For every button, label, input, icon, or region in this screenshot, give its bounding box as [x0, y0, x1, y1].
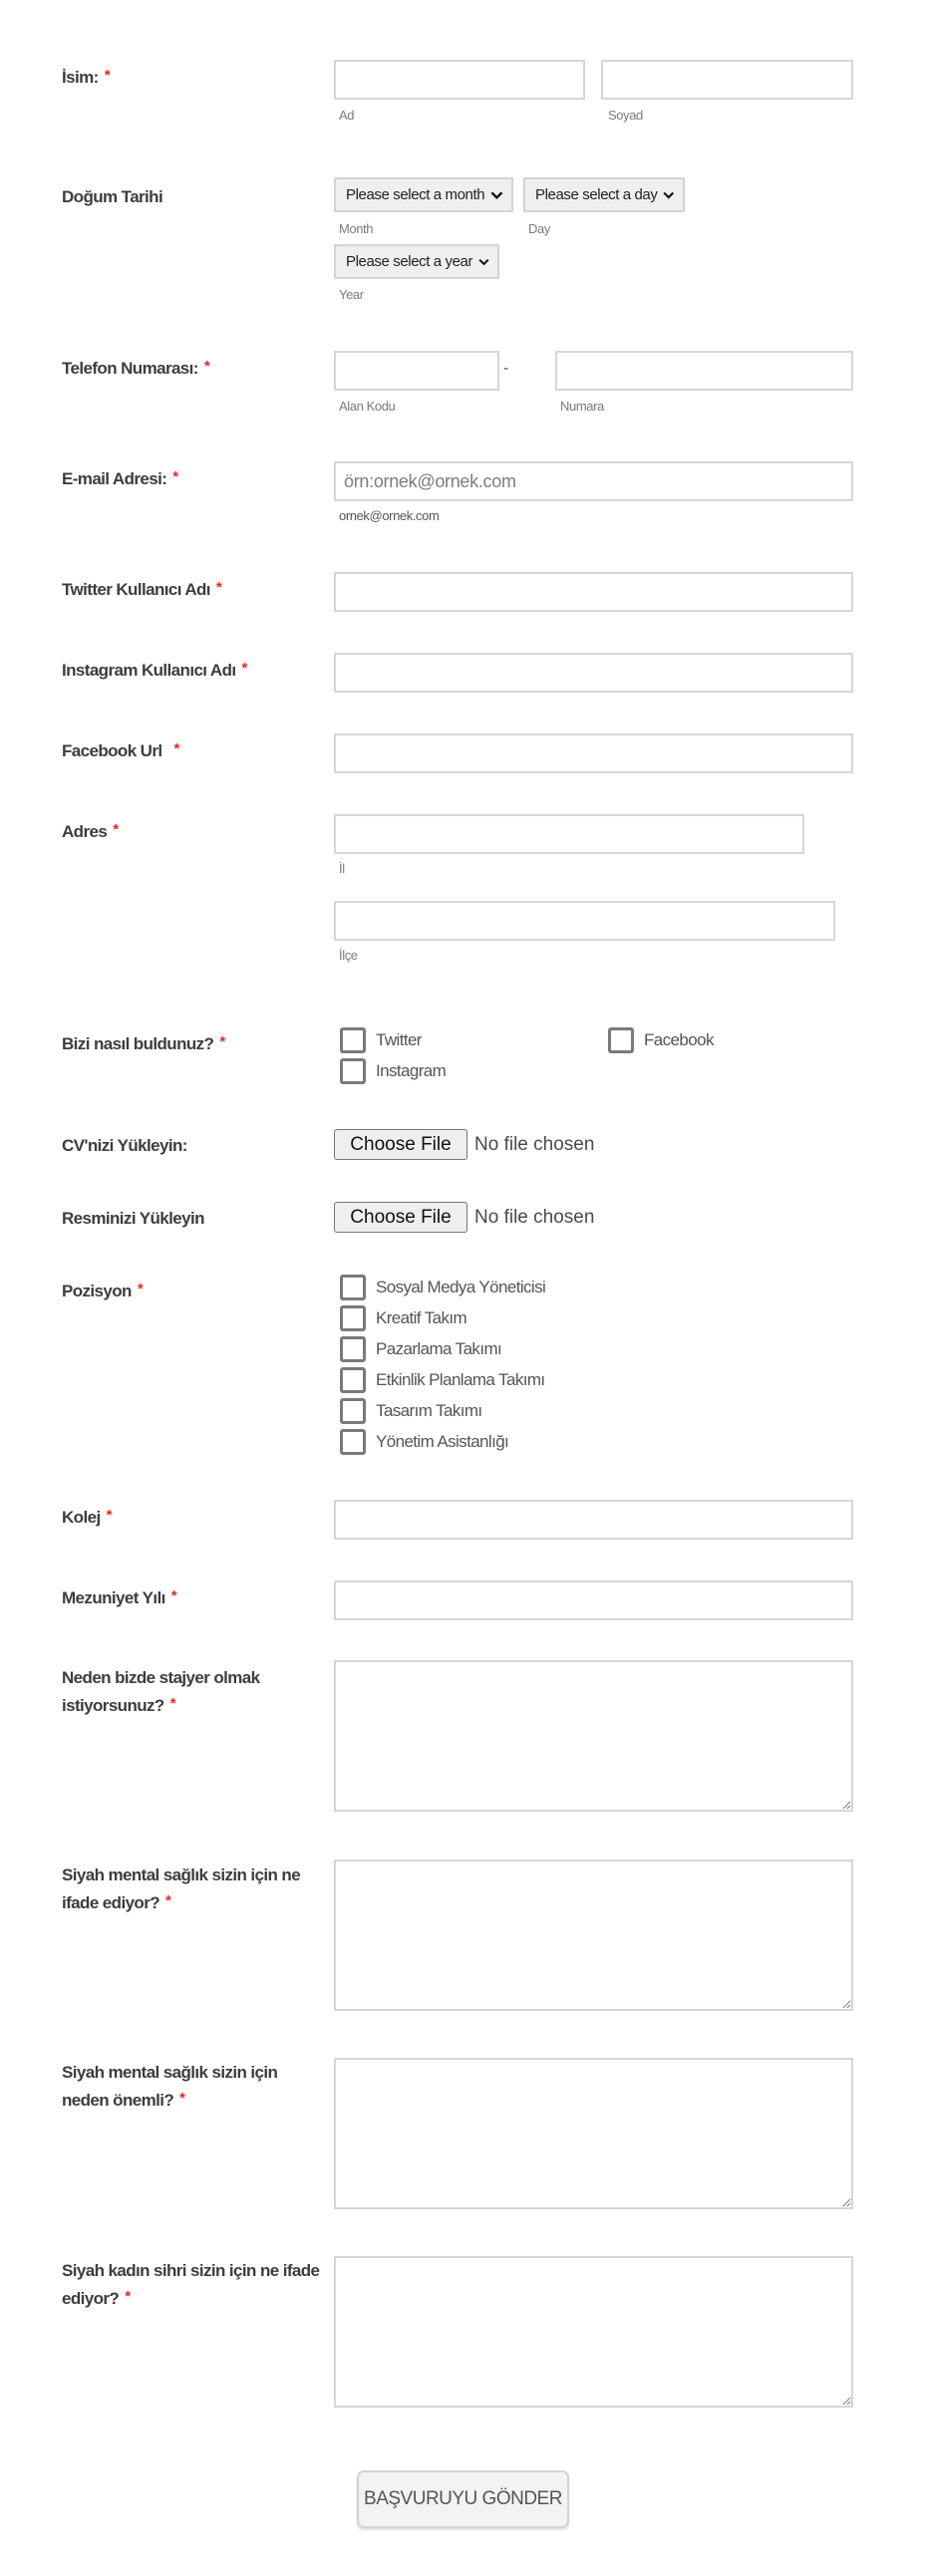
position-option[interactable]: [340, 1274, 545, 1301]
address-district-sublabel: İlçe: [339, 948, 358, 963]
birth-year-value: Please select a year: [346, 253, 473, 270]
required-asterisk: *: [203, 358, 210, 375]
address-city-input[interactable]: [334, 814, 804, 854]
checkbox-label: Pazarlama Takımı: [376, 1339, 502, 1358]
birthdate-label-text: Doğum Tarihi: [62, 187, 163, 206]
name-label: [62, 64, 331, 93]
black-girl-magic-label: [62, 2257, 333, 2314]
checkbox-label: Kreatif Takım: [376, 1308, 467, 1327]
birth-day-select[interactable]: [523, 177, 685, 212]
last-name-sublabel: Soyad: [608, 108, 643, 123]
birth-day-value: Please select a day: [535, 186, 658, 203]
mental-importance-label: [62, 2059, 301, 2116]
name-label-text: İsim:: [62, 68, 99, 87]
instagram-username-input[interactable]: [334, 653, 853, 693]
phone-number-input[interactable]: [555, 351, 853, 391]
mental-meaning-label: [62, 1861, 321, 1918]
chevron-down-icon: [478, 257, 489, 267]
chevron-down-icon: [490, 190, 503, 200]
required-asterisk: *: [113, 821, 119, 838]
mental-meaning-label-text: Siyah mental sağlık sizin için ne ifade ediyor?: [62, 1865, 301, 1912]
required-asterisk: *: [170, 1587, 176, 1604]
mental-meaning-textarea[interactable]: [334, 1860, 853, 2011]
required-asterisk: *: [219, 1033, 225, 1050]
twitter-username-input[interactable]: [334, 572, 853, 612]
why-intern-label: [62, 1664, 311, 1721]
position-label: [62, 1278, 331, 1306]
twitter-label: [62, 576, 331, 605]
checkbox-label: Etkinlik Planlama Takımı: [376, 1370, 545, 1389]
grad-year-input[interactable]: [334, 1580, 853, 1620]
required-asterisk: *: [106, 1507, 112, 1524]
instagram-label-text: Instagram Kullanıcı Adı: [62, 661, 236, 680]
cv-upload-label-text: CV'nizi Yükleyin:: [62, 1136, 187, 1155]
phone-label-text: Telefon Numarası:: [62, 359, 198, 378]
phone-number-sublabel: Numara: [560, 399, 604, 414]
checkbox-label: Facebook: [644, 1030, 714, 1049]
checkbox[interactable]: [340, 1336, 366, 1362]
address-district-input[interactable]: [334, 901, 835, 941]
why-intern-textarea[interactable]: [334, 1660, 853, 1812]
birth-month-sublabel: Month: [339, 221, 374, 236]
email-input[interactable]: [334, 461, 853, 501]
chevron-down-icon: [663, 190, 675, 200]
checkbox[interactable]: [608, 1027, 634, 1053]
first-name-input[interactable]: [334, 60, 585, 100]
birth-year-sublabel: Year: [339, 287, 364, 302]
mental-importance-label-text: Siyah mental sağlık sizin için neden önemli?: [62, 2063, 278, 2110]
checkbox[interactable]: [340, 1429, 366, 1455]
instagram-label: [62, 657, 331, 686]
college-label: [62, 1504, 331, 1533]
submit-application-button[interactable]: [357, 2470, 569, 2528]
source-label: [62, 1030, 331, 1059]
email-label: [62, 465, 331, 494]
birth-month-select[interactable]: [334, 177, 513, 212]
checkbox-label: Yönetim Asistanlığı: [376, 1432, 509, 1451]
required-asterisk: *: [215, 579, 222, 596]
required-asterisk: *: [179, 2090, 185, 2107]
photo-upload-label: [62, 1205, 331, 1233]
birth-year-select[interactable]: [334, 244, 499, 279]
position-option[interactable]: [340, 1366, 545, 1394]
source-option-twitter[interactable]: [340, 1026, 422, 1054]
checkbox-label: Sosyal Medya Yöneticisi: [376, 1278, 546, 1296]
position-label-text: Pozisyon: [62, 1282, 132, 1300]
birth-month-value: Please select a month: [346, 186, 485, 203]
checkbox-label: Tasarım Takımı: [376, 1401, 482, 1420]
cv-upload-label: [62, 1132, 331, 1160]
position-option[interactable]: [340, 1397, 482, 1425]
twitter-label-text: Twitter Kullanıcı Adı: [62, 580, 210, 599]
position-option[interactable]: [340, 1304, 466, 1332]
email-label-text: E-mail Adresi:: [62, 469, 167, 488]
required-asterisk: *: [104, 67, 110, 84]
phone-area-code-input[interactable]: [334, 351, 499, 391]
birthdate-label: [62, 183, 331, 211]
checkbox[interactable]: [340, 1058, 366, 1084]
black-girl-magic-textarea[interactable]: [334, 2256, 853, 2408]
facebook-url-input[interactable]: [334, 733, 853, 773]
required-asterisk: *: [137, 1281, 144, 1297]
photo-file-status: No file chosen: [474, 1206, 595, 1228]
mental-importance-textarea[interactable]: [334, 2058, 853, 2209]
required-asterisk: *: [169, 1695, 175, 1712]
grad-year-label: [62, 1584, 331, 1613]
facebook-label-text: Facebook Url: [62, 741, 162, 760]
email-sublabel: ornek@ornek.com: [339, 508, 440, 523]
birth-day-sublabel: Day: [528, 221, 550, 236]
checkbox[interactable]: [340, 1027, 366, 1053]
source-option-facebook[interactable]: [608, 1026, 714, 1054]
photo-file-input[interactable]: [334, 1202, 594, 1233]
checkbox-label: Twitter: [376, 1030, 422, 1049]
required-asterisk: *: [173, 740, 179, 757]
why-intern-label-text: Neden bizde stajyer olmak istiyorsunuz?: [62, 1668, 260, 1715]
phone-area-sublabel: Alan Kodu: [339, 399, 396, 414]
grad-year-label-text: Mezuniyet Yılı: [62, 1588, 165, 1607]
required-asterisk: *: [125, 2288, 131, 2305]
position-option[interactable]: [340, 1428, 508, 1456]
required-asterisk: *: [165, 1892, 171, 1909]
facebook-label: [62, 737, 331, 766]
cv-file-input[interactable]: [334, 1129, 594, 1160]
cv-file-status: No file chosen: [474, 1133, 595, 1155]
address-label-text: Adres: [62, 822, 108, 841]
college-label-text: Kolej: [62, 1508, 101, 1527]
required-asterisk: *: [172, 468, 178, 485]
checkbox-label: Instagram: [376, 1061, 447, 1080]
required-asterisk: *: [241, 660, 247, 677]
black-girl-magic-label-text: Siyah kadın sihri sizin için ne ifade ediyor?: [62, 2261, 320, 2308]
checkbox[interactable]: [340, 1305, 366, 1331]
checkbox[interactable]: [340, 1398, 366, 1424]
checkbox[interactable]: [340, 1367, 366, 1393]
address-city-sublabel: İl: [339, 861, 345, 876]
position-option[interactable]: [340, 1335, 501, 1363]
photo-choose-file-button[interactable]: Choose File: [334, 1202, 467, 1233]
source-option-instagram[interactable]: [340, 1057, 446, 1085]
phone-separator: -: [503, 360, 509, 377]
photo-upload-label-text: Resminizi Yükleyin: [62, 1209, 204, 1228]
first-name-sublabel: Ad: [339, 108, 355, 123]
source-label-text: Bizi nasıl buldunuz?: [62, 1034, 214, 1053]
last-name-input[interactable]: [601, 60, 853, 100]
checkbox[interactable]: [340, 1275, 366, 1300]
cv-choose-file-button[interactable]: Choose File: [334, 1129, 467, 1160]
address-label: [62, 818, 331, 847]
phone-label: [62, 355, 331, 384]
college-input[interactable]: [334, 1500, 853, 1540]
submit-label: BAŞVURUYU GÖNDER: [364, 2488, 562, 2509]
